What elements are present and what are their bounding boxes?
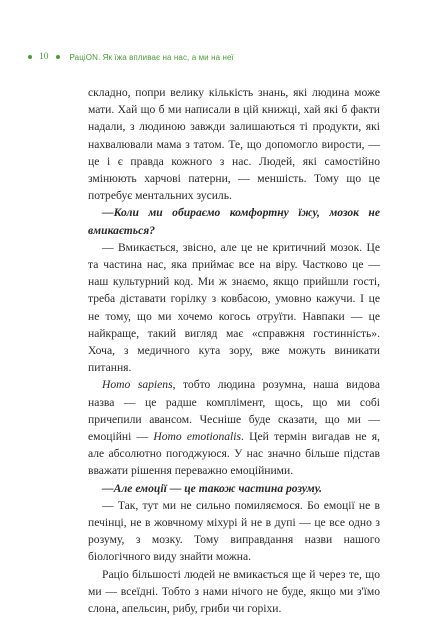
term-homo-emotionalis: Homo emotionalis — [153, 430, 242, 444]
right-dot-ornament — [56, 55, 60, 59]
body-text — [88, 84, 380, 617]
interview-question: —Але емоції — це також частина розуму. — [102, 481, 323, 495]
paragraph: складно, попри велику кількість знань, які людина може мати. Хай що б ми написали в цій книжці, хай які б факти надали, з людиною завжди залишаються ті продукти, які нахвалювали мама з татом. Те, що допомогло вирости, — це і є правда кожного з нас. Людей, які самостійно змінюють харчові патерни, — меншість. Тому що це потребує ментальних зусиль. — [88, 86, 380, 203]
running-header — [28, 50, 409, 64]
paragraph: — Вмикається, звісно, але це не критичний мозок. Це та частина нас, яка приймає все на віру. Частково це — наш культурний код. Ми ж знаємо, якщо прийшли гості, треба діставати горілку з ковбасою, умовно кажучи. І це не тому, що ми хочемо когось отруїти. Навпаки — це найкраще, такий вигляд має «справжня гостинність». Хоча, з медичного кута зору, вже можуть виникати питання. — [88, 240, 380, 375]
running-title: РаціON. Як їжа впливає на нас, а ми на неї — [69, 52, 234, 62]
paragraph-rest: . Цей термін вигадав не я, але абсолютно погоджуюся. У нас значно більше підстав вважати рішення переважно емоційними. — [88, 430, 380, 478]
page-number: 10 — [39, 52, 49, 62]
paragraph-rest: , тобто людина розумна, наша видова назва — це радше комплімент, щось, що ми собі причепили авансом. Чесніше буде сказати, що ми — емоційні — — [88, 378, 380, 444]
term-homo-sapiens: Homo sapiens — [102, 378, 173, 392]
paragraph — [88, 376, 380, 479]
interview-question: —Коли ми обираємо комфортну їжу, мозок не вмикається? — [88, 206, 380, 237]
left-dot-ornament — [28, 55, 32, 59]
paragraph: Раціо більшості людей не вмикається ще й через те, що ми — всеїдні. Тобто з нами нічого не буде, якщо ми з'їмо слона, апельсин, рибу, гриби чи горіхи. — [88, 567, 380, 616]
paragraph: — Так, тут ми не сильно помиляємося. Бо емоції не в печінці, не в жовчному міхурі й не в дупі — це все одно з розуму, з мозку. Тому виправдання назви нашого біологічного виду знайти можна. — [88, 498, 380, 564]
